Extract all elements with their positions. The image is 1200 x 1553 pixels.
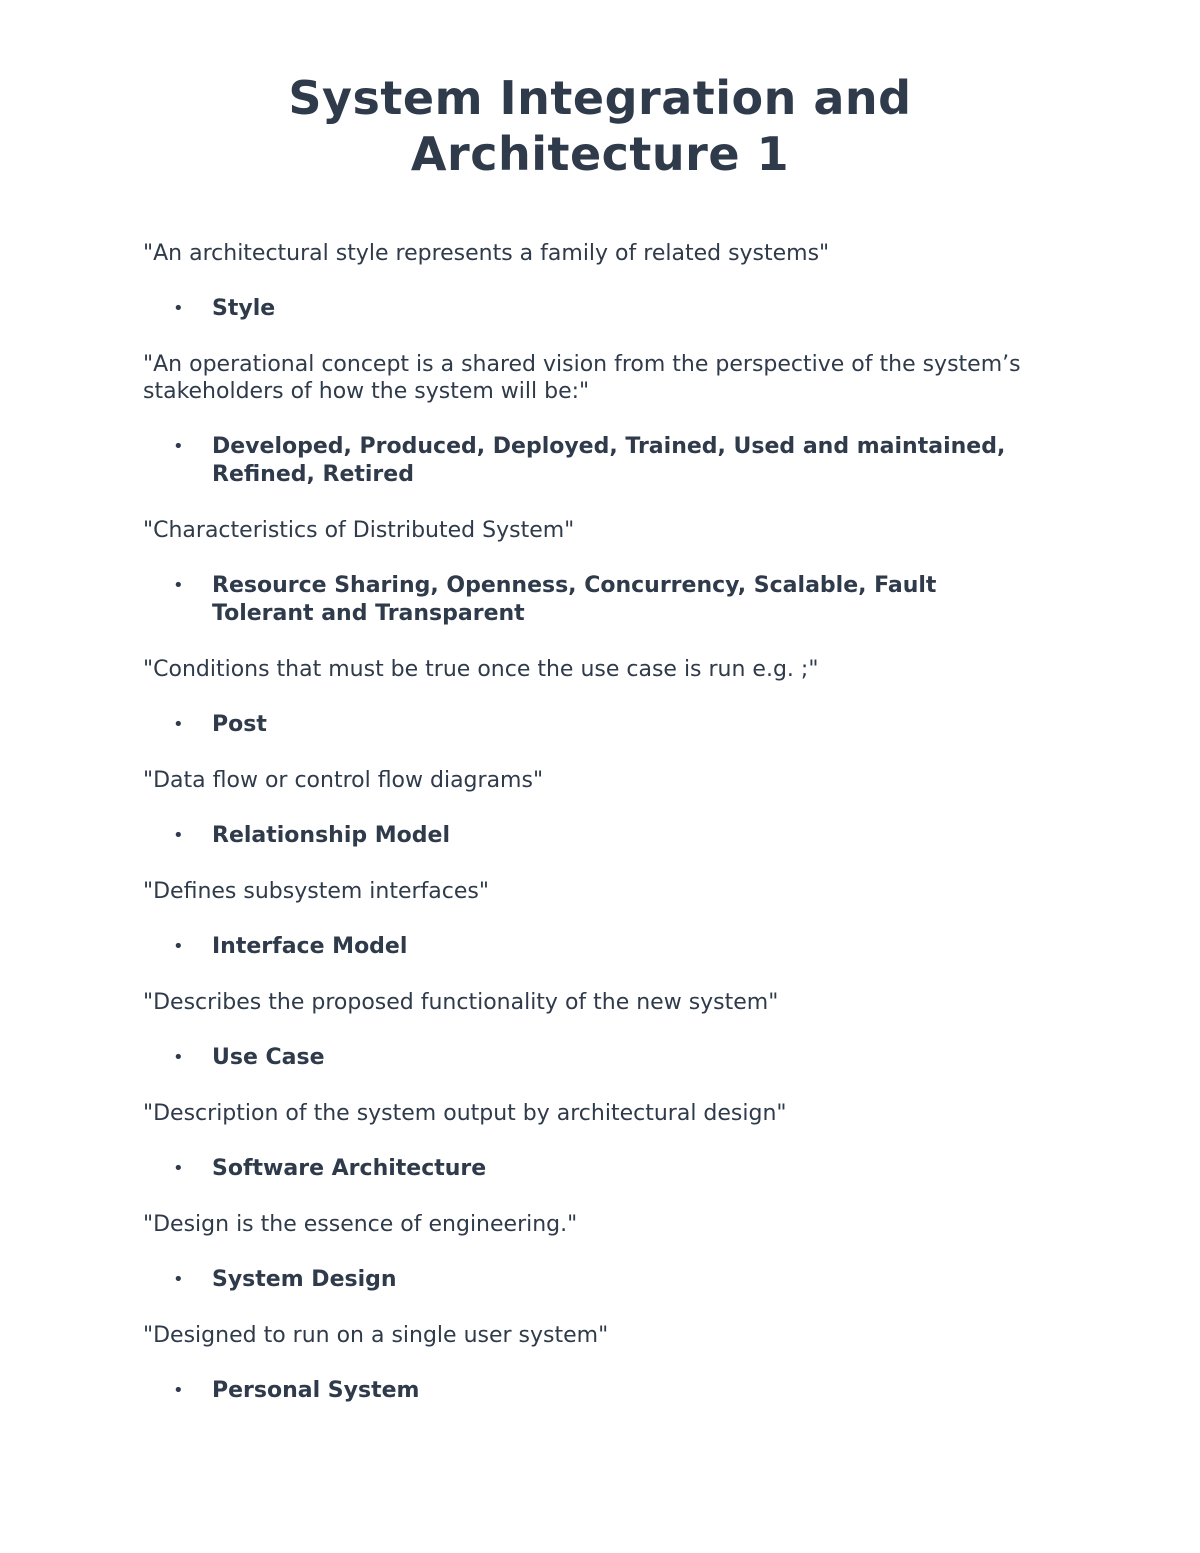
bullet-icon: •	[173, 298, 184, 319]
answer-text: Resource Sharing, Openness, Concurrency, Scalable, Fault Tolerant and Transparent	[212, 573, 937, 626]
answer-list	[143, 1377, 1023, 1405]
definition-text: "Defines subsystem interfaces"	[143, 879, 489, 904]
answer-list	[143, 572, 1023, 628]
title-line-2: Architecture 1	[410, 127, 790, 181]
bullet-icon: •	[173, 936, 184, 957]
answer-text: Relationship Model	[212, 823, 451, 848]
answer-item	[143, 1155, 1023, 1183]
answer-text: Use Case	[212, 1045, 325, 1070]
bullet-icon: •	[173, 1380, 184, 1401]
answer-item	[143, 1044, 1023, 1072]
answer-item	[143, 1377, 1023, 1405]
title-line-1: System Integration and	[288, 71, 912, 125]
answer-list	[143, 1266, 1023, 1294]
answer-item	[143, 1266, 1023, 1294]
flashcard-entry	[143, 1211, 1023, 1294]
answer-item	[143, 822, 1023, 850]
answer-text: Interface Model	[212, 934, 408, 959]
bullet-icon: •	[173, 436, 184, 457]
flashcard-entry	[143, 767, 1023, 850]
answer-text: Post	[212, 712, 267, 737]
answer-item	[143, 572, 1023, 628]
answer-text: Personal System	[212, 1378, 420, 1403]
definition-text: "Description of the system output by architectural design"	[143, 1101, 787, 1126]
answer-list	[143, 933, 1023, 961]
definition-text: "Characteristics of Distributed System"	[143, 518, 575, 543]
definition-text: "Data flow or control flow diagrams"	[143, 768, 544, 793]
answer-list	[143, 433, 1023, 489]
flashcard-entry	[143, 989, 1023, 1072]
answer-text: Developed, Produced, Deployed, Trained, Used and maintained, Refined, Retired	[212, 434, 1006, 487]
bullet-icon: •	[173, 825, 184, 846]
flashcard-entry	[143, 878, 1023, 961]
answer-list	[143, 1155, 1023, 1183]
definition-text: "An architectural style represents a family of related systems"	[143, 241, 830, 266]
answer-item	[143, 933, 1023, 961]
flashcard-entry	[143, 517, 1023, 628]
definition-text: "Describes the proposed functionality of the new system"	[143, 990, 779, 1015]
flashcard-entry	[143, 656, 1023, 739]
flashcard-list	[143, 240, 1023, 1433]
answer-text: Software Architecture	[212, 1156, 487, 1181]
definition-text: "Design is the essence of engineering."	[143, 1212, 578, 1237]
answer-list	[143, 295, 1023, 323]
answer-list	[143, 711, 1023, 739]
answer-list	[143, 822, 1023, 850]
answer-text: System Design	[212, 1267, 397, 1292]
flashcard-entry	[143, 240, 1023, 323]
answer-item	[143, 711, 1023, 739]
bullet-icon: •	[173, 714, 184, 735]
bullet-icon: •	[173, 1158, 184, 1179]
flashcard-entry	[143, 351, 1023, 489]
definition-text: "An operational concept is a shared vision from the perspective of the system’s stakeholders of how the system will be:"	[143, 352, 1021, 404]
bullet-icon: •	[173, 1047, 184, 1068]
definition-text: "Conditions that must be true once the use case is run e.g. ;"	[143, 657, 819, 682]
flashcard-entry	[143, 1100, 1023, 1183]
answer-list	[143, 1044, 1023, 1072]
bullet-icon: •	[173, 575, 184, 596]
answer-item	[143, 295, 1023, 323]
answer-item	[143, 433, 1023, 489]
flashcard-entry	[143, 1322, 1023, 1405]
bullet-icon: •	[173, 1269, 184, 1290]
answer-text: Style	[212, 296, 276, 321]
document-title	[0, 70, 1200, 182]
definition-text: "Designed to run on a single user system"	[143, 1323, 609, 1348]
